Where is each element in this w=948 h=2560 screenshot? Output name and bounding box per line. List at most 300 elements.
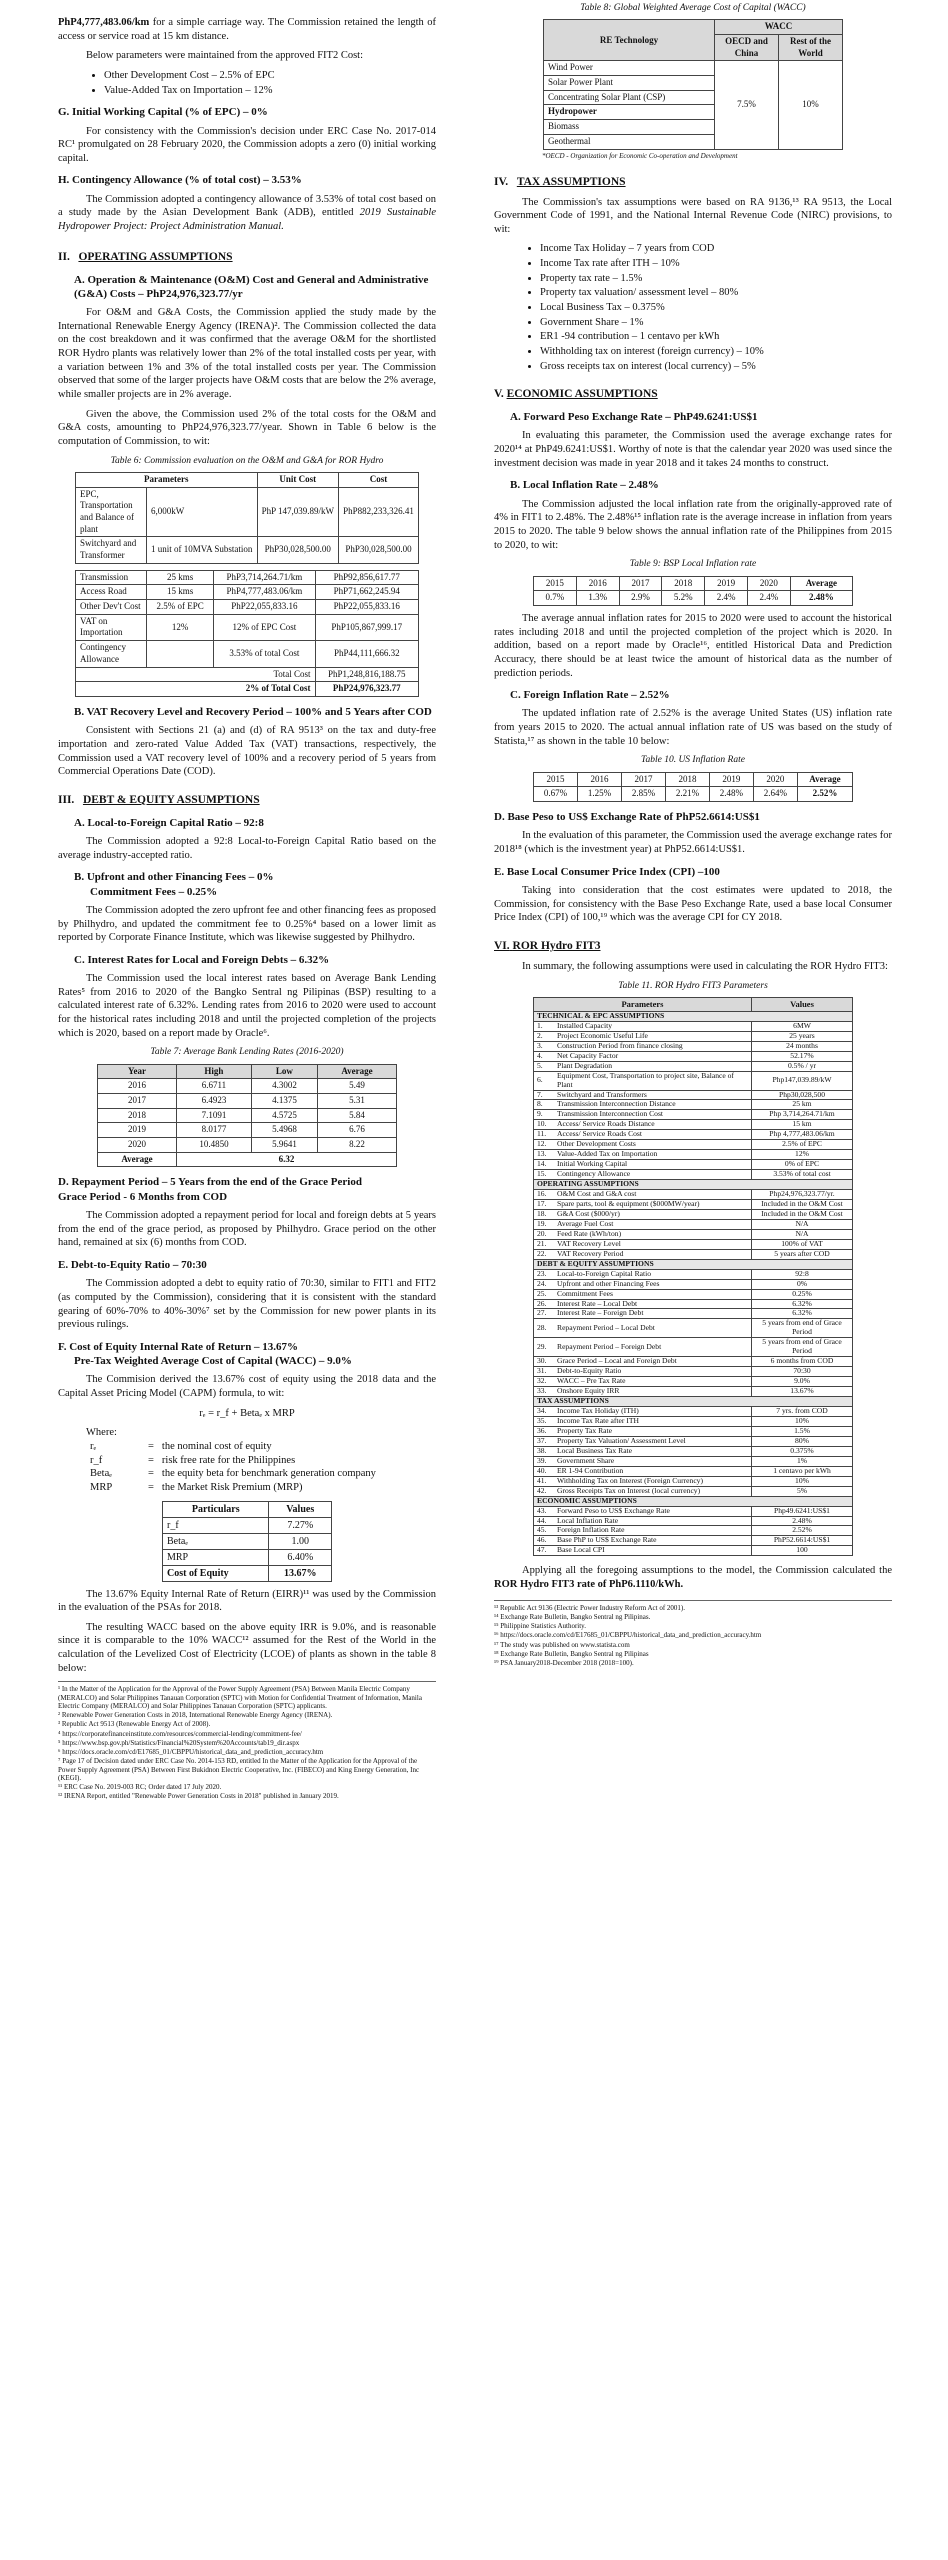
column-header: WACC [715, 20, 843, 35]
footnote: ¹³ Republic Act 9136 (Electric Power Industry Reform Act of 2001). [494, 1603, 686, 1612]
cell: Upfront and other Financing Fees [554, 1279, 752, 1289]
list-item: • Government Share – 1% [540, 316, 892, 330]
cell: 37. [534, 1436, 555, 1446]
section-heading: Grace Period - 6 Months from COD [58, 1190, 228, 1203]
paragraph: The Commission adopted a 92:8 Local-to-Foreign Capital Ratio based on the average industry-accepted ratio. [58, 836, 436, 861]
paragraph: The Commission used the local interest rates based on Average Bank Lending Rates⁵ from 2016 to 2020 of the Bangko Sentral ng Pilipinas (BSP) resulting to a calculated interest rate of 6.32%. Lending rates from 2016 to 2020 were used to account for the historical rates including 2018 and until the projected completion of the projects which is 2020, based on a report made by Oracle⁶. [58, 973, 436, 1039]
paragraph: For O&M and G&A Costs, the Commission applied the study made by the International Renewable Energy Agency (IRENA)². The Commission collected the data on the cost breakdown and it was confirmed that the average O&M for the shortlisted ROR Hydro plants was relatively lower than 2% of the total installed costs per year, with a variation between 1% and 3% of the total installed costs per year. The Commission observed that some of the larger projects have O&M costs that are below the 2% average, while smaller projects are in 2% average. [58, 307, 436, 401]
footnote: ⁶ https://docs.oracle.com/cd/E17685_01/CBPPU/historical_data_and_prediction_accuracy.htm [58, 1748, 324, 1757]
cell: 21. [534, 1239, 555, 1249]
table-row [534, 1279, 853, 1289]
cell: 12% [147, 614, 214, 640]
table-row [76, 641, 419, 667]
section-label: DEBT & EQUITY ASSUMPTIONS [534, 1259, 853, 1269]
paragraph: Given the above, the Commission used 2% of the total costs for the O&M and G&A costs, amounting to PhP24,976,323.77/year. Shown in Table 6 below is the computation of Commission, to wit: [58, 408, 436, 447]
cell: 26. [534, 1299, 555, 1309]
column-header: Cost [339, 472, 419, 487]
cell: Php24,976,323.77/yr. [752, 1190, 853, 1200]
cell: 2018 [98, 1108, 177, 1123]
table-row [163, 1549, 332, 1565]
cell: Contingency Allowance [76, 641, 147, 667]
list-item [86, 1454, 380, 1468]
cell: 2017 [619, 576, 662, 591]
section-heading: D. Repayment Period – 5 Years from the end of the Grace Period [58, 1176, 362, 1189]
section-number: III. [58, 793, 75, 806]
cell: 2020 [747, 576, 790, 591]
list-item: • Value-Added Tax on Importation – 12% [104, 84, 436, 98]
cell: 2016 [98, 1079, 177, 1094]
paragraph: The Commision derived the 13.67% cost of equity using the 2018 data and the Capital Asset Pricing Model (CAPM) formula, to wit: [58, 1374, 436, 1400]
cell: MRP [163, 1549, 269, 1565]
cell: Transmission Interconnection Cost [554, 1110, 752, 1120]
cell: 1 centavo per kWh [752, 1466, 853, 1476]
cell: Withholding Tax on Interest (Foreign Currency) [554, 1476, 752, 1486]
cell: 2. [534, 1031, 555, 1041]
cell: 1.3% [576, 591, 619, 606]
cell: Property Tax Valuation/ Assessment Level [554, 1436, 752, 1446]
footnote: ¹⁷ The study was published on www.statista.com [494, 1640, 630, 1649]
table-section-row [534, 1259, 853, 1269]
cell: 44. [534, 1516, 555, 1526]
table-row [534, 1190, 853, 1200]
intro-paragraph: PhP4,777,483.06/km for a simple carriage way. The Commission retained the length of access or service road at 15 km distance. [58, 17, 436, 42]
cell: 24 months [752, 1041, 853, 1051]
cell: r_f [163, 1517, 269, 1533]
cell: 2.52% [752, 1526, 853, 1536]
cell: 2.48% [709, 787, 753, 802]
section-heading: G. Initial Working Capital (% of EPC) – 0% [58, 106, 268, 119]
table-row [534, 1377, 853, 1387]
cell: the nominal cost of equity [161, 1441, 272, 1452]
section-title: DEBT & EQUITY ASSUMPTIONS [82, 793, 260, 806]
cell: 2020 [753, 772, 797, 787]
cell: 5.49 [317, 1079, 396, 1094]
cell: 12% [752, 1150, 853, 1160]
section-label: TAX ASSUMPTIONS [534, 1397, 853, 1407]
cell [147, 641, 214, 667]
table-caption: Table 10. US Inflation Rate [641, 755, 745, 766]
column-header: Values [269, 1501, 332, 1517]
table-row [534, 1269, 853, 1279]
cell: 6MW [752, 1021, 853, 1031]
cell: 6.6711 [176, 1079, 251, 1094]
column-header: RE Technology [544, 20, 715, 61]
cell: 6.76 [317, 1123, 396, 1138]
cell: 10. [534, 1120, 555, 1130]
cell: Commitment Fees [554, 1289, 752, 1299]
table-row [534, 1516, 853, 1526]
cell: = [148, 1468, 154, 1480]
footnote: ¹⁹ PSA January2018-December 2018 (2018=100). [494, 1659, 634, 1668]
section-title-economic [494, 387, 892, 402]
cell: 12. [534, 1140, 555, 1150]
cell: 10% [752, 1416, 853, 1426]
table-row [534, 1061, 853, 1071]
table-row [98, 1108, 397, 1123]
table-9-local-inflation [533, 576, 853, 606]
cell: Forward Peso to US$ Exchange Rate [554, 1506, 752, 1516]
cell: 1% [752, 1456, 853, 1466]
section-label: TECHNICAL & EPC ASSUMPTIONS [534, 1011, 853, 1021]
cell: Transmission [76, 570, 147, 585]
cell: Income Tax Rate after ITH [554, 1416, 752, 1426]
list-item [86, 1467, 380, 1481]
table-row [534, 1170, 853, 1180]
table-row [534, 1100, 853, 1110]
list-item [86, 1440, 380, 1454]
list-item: • Income Tax Holiday – 7 years from COD [540, 242, 892, 256]
section-label: OPERATING ASSUMPTIONS [534, 1180, 853, 1190]
cell: 0% [752, 1279, 853, 1289]
cell: 0.7% [534, 591, 577, 606]
cell: 10% [752, 1476, 853, 1486]
subsection-heading: C. Foreign Inflation Rate – 2.52% [510, 689, 670, 702]
table-row [534, 1446, 853, 1456]
cell: N/A [752, 1229, 853, 1239]
cell: 2018 [665, 772, 709, 787]
column-header: Low [251, 1064, 317, 1079]
cell: 2020 [98, 1138, 177, 1153]
table-row [534, 1031, 853, 1041]
cell: 5.31 [317, 1094, 396, 1109]
footnote: ² Renewable Power Generation Costs in 2018, International Renewable Energy Agency (IRENA). [58, 1711, 333, 1720]
cell: Project Economic Useful Life [554, 1031, 752, 1041]
section-title-debt [58, 793, 436, 808]
cell: Construction Period from finance closing [554, 1041, 752, 1051]
table-row [534, 591, 853, 606]
cell: 6,000kW [147, 487, 258, 537]
cell: 4. [534, 1051, 555, 1061]
footnote: ⁴ https://corporatefinanceinstitute.com/resources/commercial-lending/commitment-fee/ [58, 1729, 302, 1738]
cost-of-equity-table [162, 1501, 332, 1582]
table-row [534, 1338, 853, 1357]
section-title-operating [58, 250, 436, 265]
cell: 2.85% [621, 787, 665, 802]
section-title-tax [494, 175, 892, 190]
cell: 2.5% of EPC [147, 600, 214, 615]
capm-formula: rₑ = r_f + Betaₑ x MRP [199, 1407, 295, 1419]
cell: 6.32% [752, 1299, 853, 1309]
footnote: ¹⁴ Exchange Rate Bulletin, Bangko Sentral ng Pilipinas. [494, 1612, 651, 1621]
cell: 18. [534, 1209, 555, 1219]
cell: Repayment Period – Foreign Debt [554, 1338, 752, 1357]
cell: 27. [534, 1309, 555, 1319]
cell: 0.67% [534, 787, 578, 802]
section-title: ROR Hydro FIT3 [512, 939, 601, 952]
table-row [534, 1130, 853, 1140]
table-row [534, 1150, 853, 1160]
cell: 20. [534, 1229, 555, 1239]
paragraph: The Commission adopted a repayment period for local and foreign debts at 5 years from the end of the grace period, as proposed by Philhydro. Grace period on the other hand, remained at six (6) months from COD. [58, 1210, 436, 1249]
cell: 28. [534, 1319, 555, 1338]
cell: PhP105,867,999.17 [315, 614, 418, 640]
cell: PhP30,028,500.00 [257, 537, 339, 563]
section-heading: E. Base Local Consumer Price Index (CPI) –100 [494, 865, 720, 878]
paragraph: Consistent with Sections 21 (a) and (d) of RA 9513³ on the tax and duty-free importation and zero-rated Value Added Tax (VAT) transactions, respectively, the Commission used a VAT recovery level of 100% and a recovery period of 5 years from Commercial Operations Date (COD). [58, 725, 436, 778]
cell: Access/ Service Roads Distance [554, 1120, 752, 1130]
cell: 15 kms [147, 585, 214, 600]
cell: 2017 [621, 772, 665, 787]
paragraph: In the evaluation of this parameter, the Commission used the average exchange rates for 2018¹⁸ (which is the investment year) at PhP52.6614:US$1. [494, 830, 892, 856]
subsection-heading: C. Interest Rates for Local and Foreign Debts – 6.32% [74, 953, 330, 966]
table-row [98, 1123, 397, 1138]
cell: Php 3,714,264.71/km [752, 1110, 853, 1120]
cell: Income Tax Holiday (ITH) [554, 1407, 752, 1417]
cell: PhP3,714,264.71/km [214, 570, 315, 585]
cell: 4.5725 [251, 1108, 317, 1123]
cell: Cost of Equity [163, 1565, 269, 1581]
table-row [534, 1387, 853, 1397]
cell: Average [797, 772, 852, 787]
cell: 80% [752, 1436, 853, 1446]
paragraph: In evaluating this parameter, the Commission used the average exchange rates for 2020¹⁴ at PhP49.6241:US$1. Worthy of note is that the calendar year 2020 was used since the investment decision was made in year 2018 and it takes 24 months to construct. [494, 430, 892, 469]
cell: PhP882,233,326.41 [339, 487, 419, 537]
cell: 13.67% [269, 1565, 332, 1581]
paragraph: For consistency with the Commission's decision under ERC Case No. 2017-014 RC¹ promulgated on 28 February 2020, the Commission adopts a zero (0) initial working capital. [58, 125, 436, 164]
cell: Installed Capacity [554, 1021, 752, 1031]
cell: 22. [534, 1249, 555, 1259]
cell: Concentrating Solar Plant (CSP) [544, 90, 715, 105]
cell: 23. [534, 1269, 555, 1279]
table-row [76, 537, 419, 563]
table-row [534, 1229, 853, 1239]
cell: PhP22,055,833.16 [214, 600, 315, 615]
cell: Feed Rate (kWh/ton) [554, 1229, 752, 1239]
right-column [494, 0, 892, 1668]
cell: 19. [534, 1219, 555, 1229]
cell: 33. [534, 1387, 555, 1397]
cell: 92:8 [752, 1269, 853, 1279]
tax-bullets [494, 242, 892, 373]
list-item [86, 1481, 380, 1495]
table-row [534, 1466, 853, 1476]
column-header: Unit Cost [257, 472, 339, 487]
cell: = [148, 1481, 154, 1493]
paragraph: Taking into consideration that the cost estimates were updated to 2018, the Commission, for consistency with the Base Peso Exchange Rate, used a base local Consumer Price Index (CPI) of 100,¹⁹ which was the average CPI for CY 2018. [494, 885, 892, 924]
table-row [534, 1090, 853, 1100]
paragraph: The Commission adopted a contingency allowance of 3.53% of total cost based on a study made by the Asian Development Bank (ADB), entitled 2019 Sustainable Hydropower Project: Project Administration Manual. [58, 193, 436, 232]
cell: 100% of VAT [752, 1239, 853, 1249]
cell: Php 4,777,483.06/km [752, 1130, 853, 1140]
table-row [163, 1517, 332, 1533]
cell: 43. [534, 1506, 555, 1516]
cell: 41. [534, 1476, 555, 1486]
cell: 2.9% [619, 591, 662, 606]
cell: Government Share [554, 1456, 752, 1466]
cell: 24. [534, 1279, 555, 1289]
cell: Included in the O&M Cost [752, 1209, 853, 1219]
cell: O&M Cost and G&A cost [554, 1190, 752, 1200]
cell: 14. [534, 1160, 555, 1170]
conclusion-paragraph [494, 1564, 892, 1591]
table-row [534, 1506, 853, 1516]
table-row [534, 1110, 853, 1120]
cell: 4.1375 [251, 1094, 317, 1109]
table-row [76, 600, 419, 615]
cell: WACC – Pre Tax Rate [554, 1377, 752, 1387]
column-header: Values [752, 997, 853, 1011]
cell: VAT on Importation [76, 614, 147, 640]
table-caption: Table 9: BSP Local Inflation rate [629, 559, 757, 570]
table-row [534, 1526, 853, 1536]
table-7 [97, 1064, 397, 1168]
intro-bullets [58, 69, 436, 97]
cell: Repayment Period – Local Debt [554, 1319, 752, 1338]
table-total-row [76, 682, 419, 697]
table-row [534, 1289, 853, 1299]
cell: Average Fuel Cost [554, 1219, 752, 1229]
table-row [544, 61, 843, 76]
column-header: Rest of the World [779, 35, 843, 61]
cell: 0.25% [752, 1289, 853, 1299]
table-row [534, 1160, 853, 1170]
cell: 5 years from end of Grace Period [752, 1338, 853, 1357]
table-row [534, 1456, 853, 1466]
cell: 70:30 [752, 1367, 853, 1377]
cell: Php49.6241:US$1 [752, 1506, 853, 1516]
table-row [98, 1094, 397, 1109]
fit3-rate: ROR Hydro FIT3 rate of PhP6.1110/kWh. [494, 1578, 684, 1590]
cell: Grace Period – Local and Foreign Debt [554, 1357, 752, 1367]
cell: Plant Degradation [554, 1061, 752, 1071]
table-row [534, 1299, 853, 1309]
cell: 3. [534, 1041, 555, 1051]
paragraph: The Commission's tax assumptions were based on RA 9136,¹³ RA 9513, the Local Government Code of 1991, and the National Internal Revenue Code (NIRC) provisions, to wit: [494, 196, 892, 235]
table-row [98, 1079, 397, 1094]
cell: 2019 [98, 1123, 177, 1138]
cell: 1.00 [269, 1533, 332, 1549]
table-row [534, 1071, 853, 1090]
cell: 2.48% [752, 1516, 853, 1526]
table-row [163, 1533, 332, 1549]
conclusion-text: Applying all the foregoing assumptions to the model, the Commission calculated the [522, 1565, 892, 1577]
section-number: IV. [494, 175, 509, 188]
cell: Interest Rate – Local Debt [554, 1299, 752, 1309]
table-row [534, 1309, 853, 1319]
column-header: Parameters [76, 472, 258, 487]
table-8-wacc [543, 19, 843, 149]
table-row [534, 1407, 853, 1417]
footnotes-left [58, 1681, 436, 1800]
cell: 8.0177 [176, 1123, 251, 1138]
cell: Betaₑ [163, 1533, 269, 1549]
cell: Transmission Interconnection Distance [554, 1100, 752, 1110]
cell: PhP92,856,617.77 [315, 570, 418, 585]
table-row [534, 1120, 853, 1130]
footnote: ¹⁸ Exchange Rate Bulletin, Bangko Sentral ng Pilipinas [494, 1649, 649, 1658]
table-caption: Table 8: Global Weighted Average Cost of Capital (WACC) [580, 3, 806, 13]
subsection-heading: A. Local-to-Foreign Capital Ratio – 92:8 [74, 816, 264, 829]
cell: Local-to-Foreign Capital Ratio [554, 1269, 752, 1279]
section-heading: Pre-Tax Weighted Average Cost of Capital (WACC) – 9.0% [74, 1355, 352, 1368]
list-item: • Property tax valuation/ assessment level – 80% [540, 286, 892, 300]
cell: 35. [534, 1416, 555, 1426]
cell: PhP44,111,666.32 [315, 641, 418, 667]
section-number: VI. [494, 939, 510, 952]
cell: 2.48% [790, 591, 852, 606]
cell: 5 years after COD [752, 1249, 853, 1259]
table-row [76, 570, 419, 585]
cell: 9.0% [752, 1377, 853, 1387]
table-row [534, 772, 853, 787]
section-title-fit3 [494, 939, 892, 954]
cell: Wind Power [544, 61, 715, 76]
cell: 3.53% of total Cost [214, 641, 315, 667]
subsection-heading: Commitment Fees – 0.25% [90, 885, 218, 898]
section-title: OPERATING ASSUMPTIONS [78, 250, 233, 263]
cell: 42. [534, 1486, 555, 1496]
cell: Debt-to-Equity Ratio [554, 1367, 752, 1377]
section-title: ECONOMIC ASSUMPTIONS [506, 388, 658, 401]
section-heading: E. Debt-to-Equity Ratio – 70:30 [58, 1258, 207, 1271]
cell: PhP 147,039.89/kW [257, 487, 339, 537]
list-item: • Property tax rate – 1.5% [540, 272, 892, 286]
cell: 2.64% [753, 787, 797, 802]
table-note: *OECD - Organization for Economic Co-operation and Development [542, 151, 738, 160]
table-row [534, 1436, 853, 1446]
table-11-fit3-parameters [533, 997, 853, 1556]
list-item: • Gross receipts tax on interest (local currency) – 5% [540, 360, 892, 374]
cell: Geothermal [544, 134, 715, 149]
cell: ER 1-94 Contribution [554, 1466, 752, 1476]
footnote: ⁵ https://www.bsp.gov.ph/Statistics/Financial%20System%20Accounts/tab19_dir.aspx [58, 1738, 300, 1747]
cell: r_f [90, 1454, 103, 1466]
section-heading: H. Contingency Allowance (% of total cost) – 3.53% [58, 174, 302, 187]
cell: 2016 [577, 772, 621, 787]
column-header: Year [98, 1064, 177, 1079]
cell: Spare parts, tool & equipment ($000MW/year) [554, 1200, 752, 1210]
cell: 5.84 [317, 1108, 396, 1123]
table-row [76, 585, 419, 600]
cell: 13. [534, 1150, 555, 1160]
cell: Average [98, 1152, 177, 1167]
cell: 29. [534, 1338, 555, 1357]
cell: 7 yrs. from COD [752, 1407, 853, 1417]
cell: 31. [534, 1367, 555, 1377]
cell: Biomass [544, 120, 715, 135]
cell: 6.32 [176, 1152, 396, 1167]
cell: 40. [534, 1466, 555, 1476]
cell: 1.25% [577, 787, 621, 802]
table-row [534, 1219, 853, 1229]
cell: Included in the O&M Cost [752, 1200, 853, 1210]
footnote: ¹⁵ Philippine Statistics Authority. [494, 1622, 586, 1631]
subsection-heading: A. Operation & Maintenance (O&M) Cost and General and Administrative (G&A) Costs – PhP24,976,323.77/yr [74, 273, 429, 300]
cell: 36. [534, 1426, 555, 1436]
cell: PhP4,777,483.06/km [214, 585, 315, 600]
table-section-row [534, 1011, 853, 1021]
list-item: • Income Tax rate after ITH – 10% [540, 257, 892, 271]
cell: 7. [534, 1090, 555, 1100]
column-header: OECD and China [715, 35, 779, 61]
cell: 2.4% [705, 591, 748, 606]
table-row [534, 1239, 853, 1249]
cell: 7.1091 [176, 1108, 251, 1123]
cell: 5 years from end of Grace Period [752, 1319, 853, 1338]
cell: 2.5% of EPC [752, 1140, 853, 1150]
cell: 2.52% [797, 787, 852, 802]
cell: VAT Recovery Period [554, 1249, 752, 1259]
table-row [534, 1200, 853, 1210]
cell: 25 kms [147, 570, 214, 585]
cell: Betaₑ [90, 1468, 112, 1480]
table-row [534, 1476, 853, 1486]
cell: 25 years [752, 1031, 853, 1041]
cell: 15 km [752, 1120, 853, 1130]
cell: Foreign Inflation Rate [554, 1526, 752, 1536]
cell: Contingency Allowance [554, 1170, 752, 1180]
cell: 6 months from COD [752, 1357, 853, 1367]
